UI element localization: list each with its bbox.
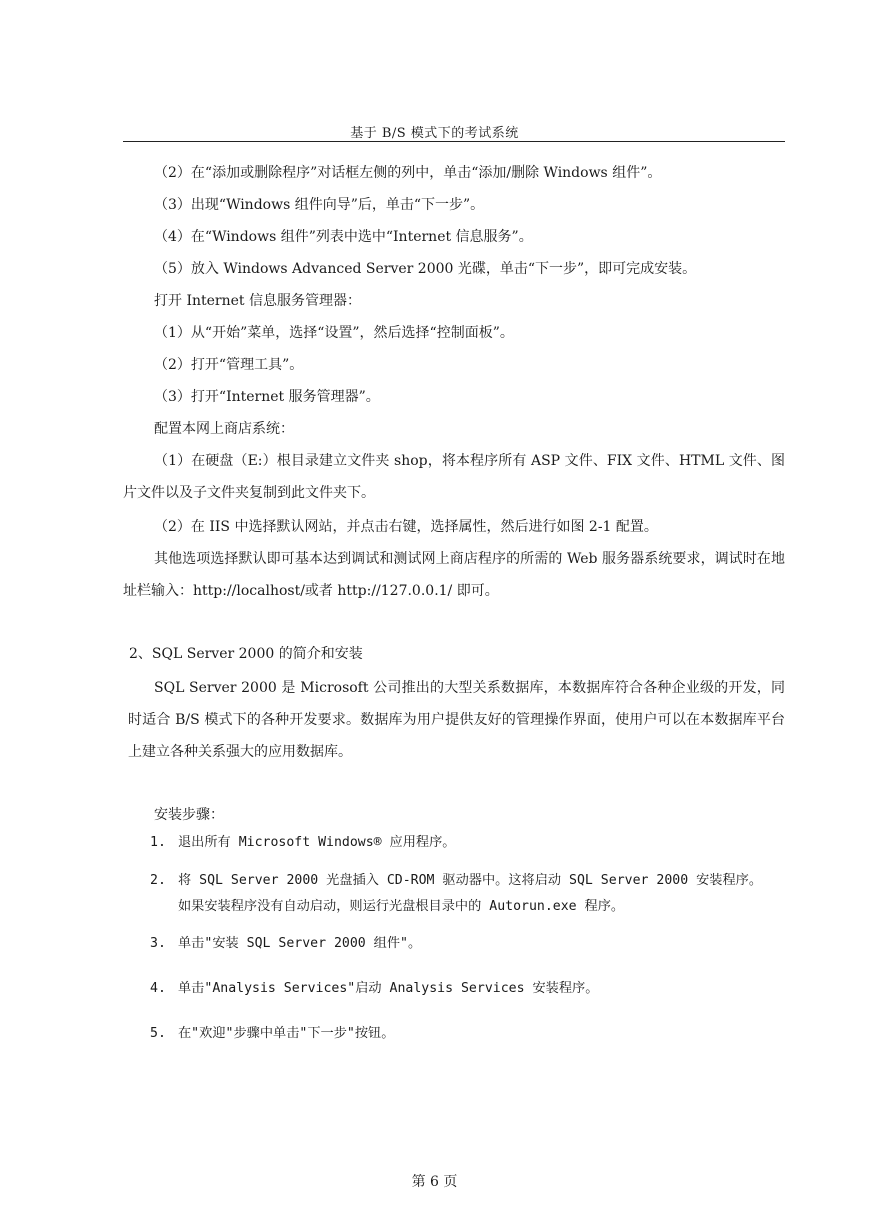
sql-intro-paragraph: SQL Server 2000 是 Microsoft 公司推出的大型关系数据库，本数据库符合各种企业级的开发，同时适合 B/S 模式下的各种开发要求。数据库为用户提供友好的管理操作界面，使用户可以在本数据库平台上建立各种关系强大的应用数据库。 [128,680,785,760]
running-header: 基于 B/S 模式下的考试系统 [350,126,519,141]
install-step [150,834,455,852]
config-heading: 配置本网上商店系统： [154,421,294,437]
install-step [150,872,762,890]
install-step [150,1025,394,1043]
step-text: 退出所有 Microsoft Windows® 应用程序。 [178,835,456,850]
sql-section-heading: 2、SQL Server 2000 的简介和安装 [129,646,363,662]
page-number: 第 6 页 [411,1174,458,1190]
install-heading: 安装步骤： [154,807,224,823]
step-number: 1. [150,835,166,850]
header-divider [123,141,785,142]
step-number: 5. [150,1026,166,1041]
install-step [150,980,598,998]
step-number: 4. [150,981,166,996]
step-text: 将 SQL Server 2000 光盘插入 CD-ROM 驱动器中。这将启动 SQL Server 2000 安装程序。 [178,873,763,888]
other-options-paragraph: 其他选项选择默认即可基本达到调试和测试网上商店程序的所需的 Web 服务器系统要求，调试时在地址栏输入：http://localhost/或者 http://127.0.0.1/ 即可。 [123,551,785,599]
step-number: 2. [150,873,166,888]
config-step-2: （2）在 IIS 中选择默认网站，并点击右键，选择属性，然后进行如图 2-1 配置。 [154,519,658,535]
iis-step-3: （3）出现“Windows 组件向导”后，单击“下一步”。 [154,197,485,213]
manager-step-3: （3）打开“Internet 服务管理器”。 [154,389,380,405]
iis-step-5: （5）放入 Windows Advanced Server 2000 光碟，单击“下一步”，即可完成安装。 [154,261,697,277]
config-step-1: （1）在硬盘（E:）根目录建立文件夹 shop，将本程序所有 ASP 文件、FIX 文件、HTML 文件、图片文件以及子文件夹复制到此文件夹下。 [123,453,785,501]
step-number: 3. [150,936,166,951]
open-manager-heading: 打开 Internet 信息服务管理器： [154,293,361,309]
iis-step-4: （4）在“Windows 组件”列表中选中“Internet 信息服务”。 [154,229,533,245]
manager-step-1: （1）从“开始”菜单，选择“设置”，然后选择“控制面板”。 [154,325,514,341]
step-text: 单击"Analysis Services"启动 Analysis Services 安装程序。 [178,981,599,996]
install-step-continuation: 如果安装程序没有自动启动，则运行光盘根目录中的 Autorun.exe 程序。 [178,899,625,914]
install-step [150,935,421,953]
manager-step-2: （2）打开“管理工具”。 [154,357,304,373]
iis-step-2: （2）在“添加或删除程序”对话框左侧的列中，单击“添加/删除 Windows 组件”。 [154,165,662,181]
step-text: 单击"安装 SQL Server 2000 组件"。 [178,936,422,951]
step-text: 在"欢迎"步骤中单击"下一步"按钮。 [178,1026,395,1041]
